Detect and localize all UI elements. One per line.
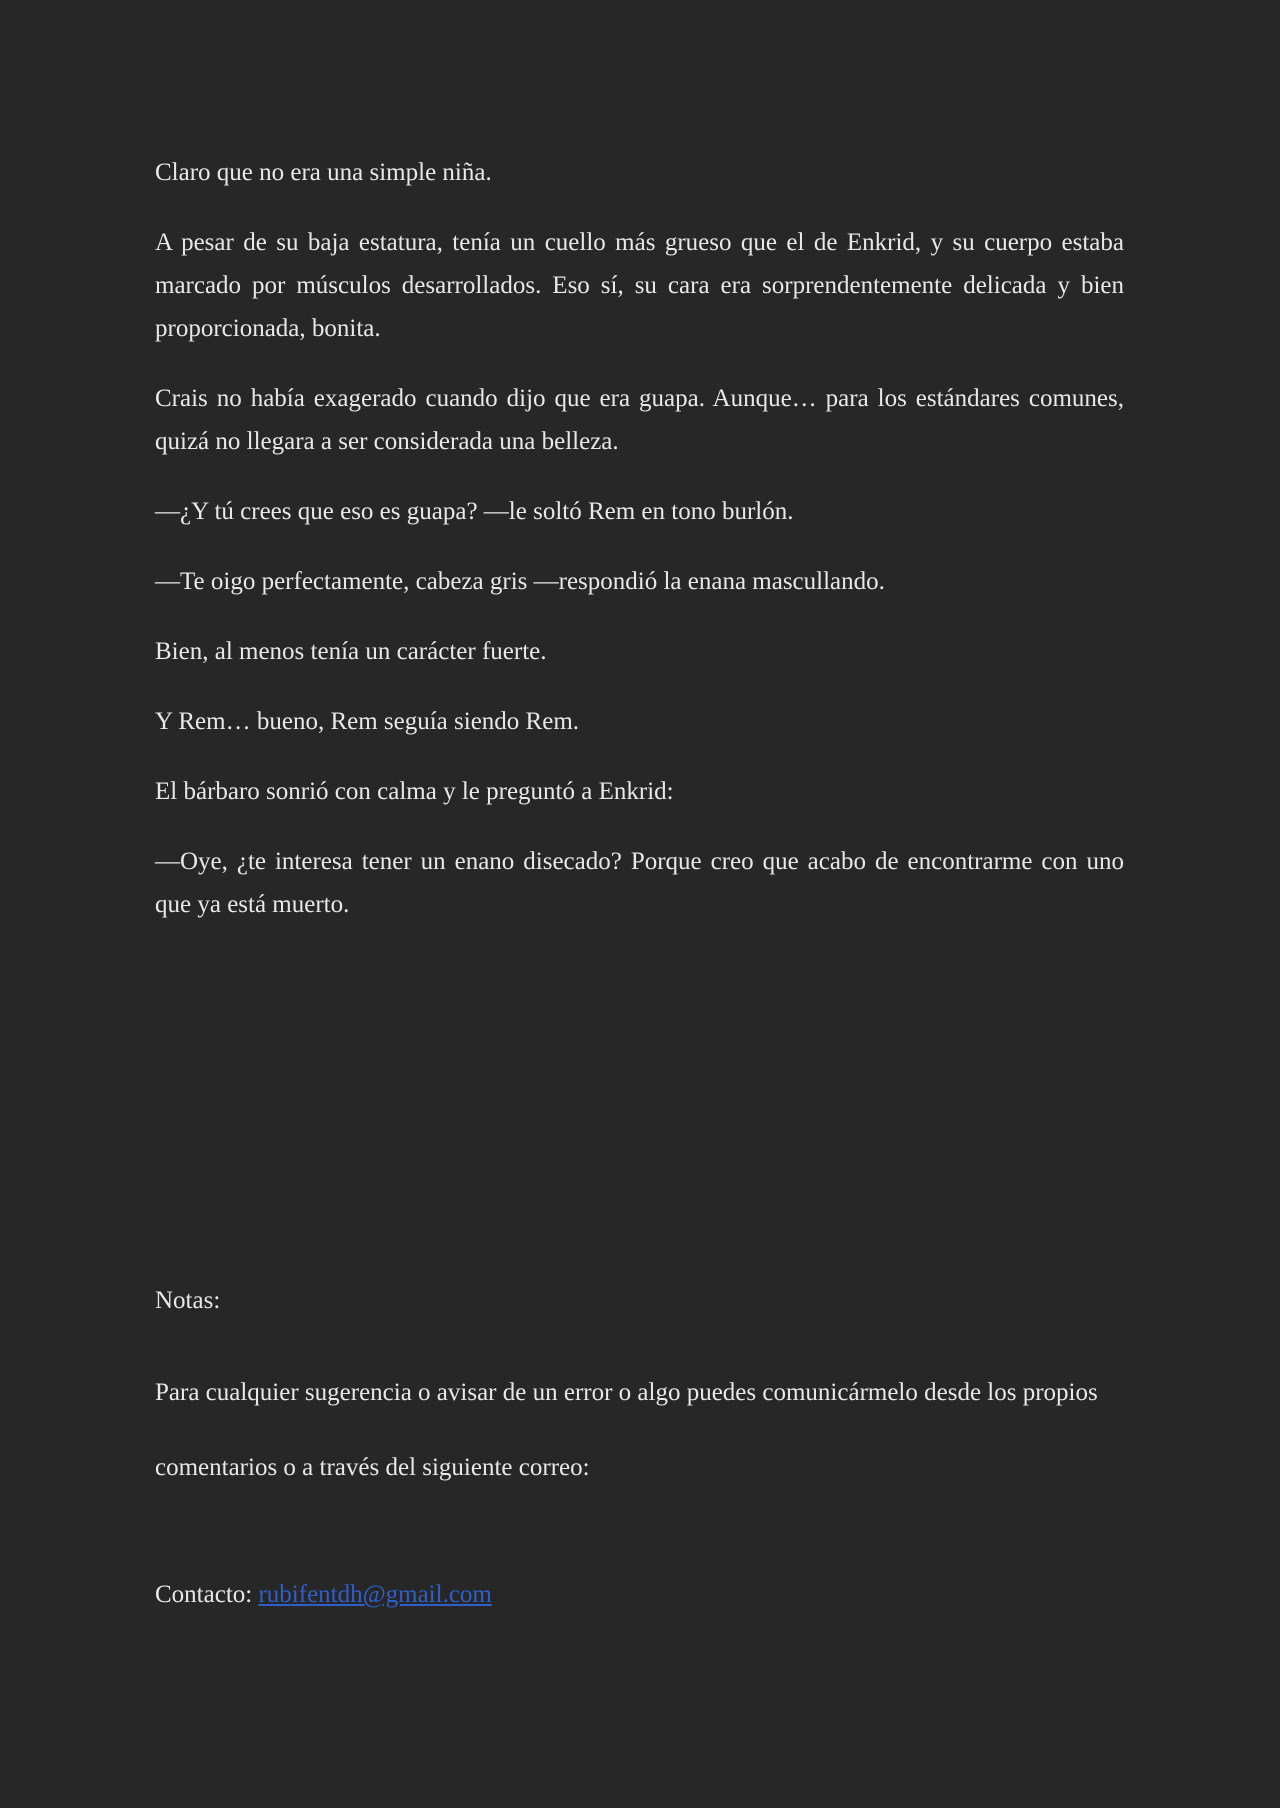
contact-line <box>155 1573 1124 1616</box>
story-text <box>155 151 1124 953</box>
contact-label: Contacto: <box>155 1581 259 1608</box>
paragraph: Y Rem… bueno, Rem seguía siendo Rem. <box>155 708 580 735</box>
paragraph: Claro que no era una simple niña. <box>155 159 492 186</box>
paragraph: A pesar de su baja estatura, tenía un cuello más grueso que el de Enkrid, y su cuerpo estaba marcado por músculos desarrollados. Eso sí, su cara era sorprendentemente delicada y bien proporcionada, bonita. <box>155 229 1124 342</box>
notes-body: Para cualquier sugerencia o avisar de un error o algo puedes comunicármelo desde los propios comentarios o a través del siguiente correo: <box>155 1379 1098 1481</box>
paragraph: Bien, al menos tenía un carácter fuerte. <box>155 638 547 665</box>
paragraph: —Oye, ¿te interesa tener un enano disecado? Porque creo que acabo de encontrarme con uno que ya está muerto. <box>155 848 1124 918</box>
paragraph: El bárbaro sonrió con calma y le preguntó a Enkrid: <box>155 778 674 805</box>
paragraph: Crais no había exagerado cuando dijo que era guapa. Aunque… para los estándares comunes, quizá no llegara a ser considerada una belleza. <box>155 385 1124 455</box>
notes-section <box>155 1279 1124 1505</box>
contact-email-link[interactable]: rubifentdh@gmail.com <box>258 1581 492 1608</box>
paragraph: —Te oigo perfectamente, cabeza gris —respondió la enana mascullando. <box>155 568 885 595</box>
notes-title: Notas: <box>155 1287 221 1314</box>
paragraph: —¿Y tú crees que eso es guapa? —le soltó Rem en tono burlón. <box>155 498 794 525</box>
